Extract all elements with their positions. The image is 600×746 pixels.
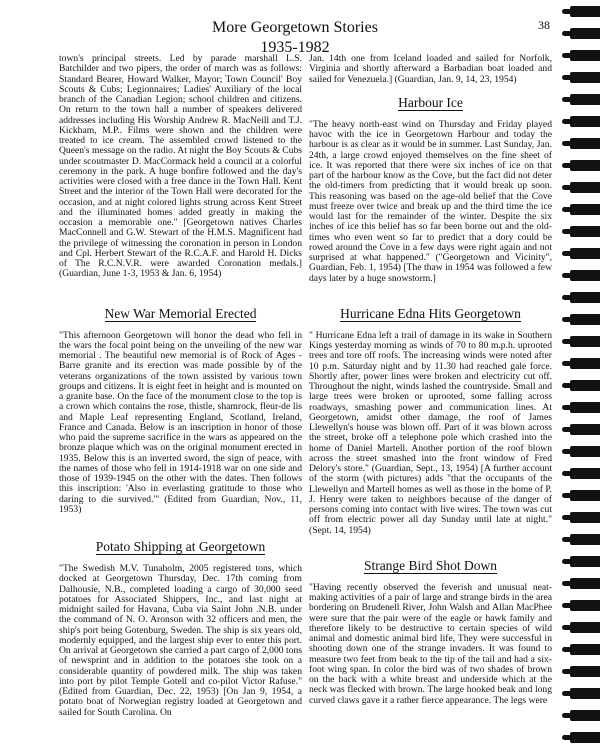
right-column [309, 54, 552, 706]
section-heading [59, 539, 302, 555]
harbour-ice-text: "The heavy north-east wind on Thursday and Friday played havoc with the ice in Georgetown Harbour and today the harbour is as clear as it would be in summer. Last Sunday, Jan. 24th, a large crowd enjoyed themselves on the fine sheet of ice. It was reported that there were six inches of ice on that part of the harbour know as the Cove, but the fact did not deter the old-timers from predicting that it would break up soon. This reasoning was based on the age-old belief that the Cove must freeze over twice and break up and the third time the ice would last for the remainder of the winter. Despite the six inches of ice this belief has so far been borne out and the old-times who even went so far to predict that a dory could be rowed around the Cove in a few days were right again and not surprised at what happened." ("Georgetown and Vicinity", Guardian, Feb. 1, 1954) [The thaw in 1954 was followed a few days later by a huge snowstorm.] [309, 118, 552, 284]
binding-ring [570, 6, 600, 17]
potato-shipping-text: "The Swedish M.V. Tunaholm, 2005 registered tons, which docked at Georgetown Thursday, Dec. 17th coming from Dalhousie, N.B., completed loading a cargo of 30,000 seed potatoes for Associated Shippers, Inc., and last night at midnight sailed for Havana, Cuba via Saint John .N.B. under the command of N. O. Aronson with 32 officers and men, the ship's port being Gotenburg, Sweden. The ship is six years old, modernly equipped, and the largest ship ever to enter this port. On arrival at Georgetown she carried a part cargo of 2,000 tons of newsprint and in addition to the potatoes she took on a considerable quantity of powdered milk. The ship was taken into port by pilot Temple Gotell and co-pilot Victor Rafuse." (Edited from Guardian, Dec. 22, 1953) [On Jan 9, 1954, a potato boat of Norwegian registry loaded at Georgetown and sailed for South Carolina. On [59, 563, 302, 718]
binding-ring [570, 182, 600, 193]
page-number: 38 [538, 18, 550, 32]
binding-ring [570, 688, 600, 699]
binding-ring [570, 248, 600, 259]
binding-ring [570, 292, 600, 303]
binding-ring [570, 578, 600, 589]
binding-ring [570, 468, 600, 479]
binding-ring [570, 116, 600, 127]
binding-ring [570, 622, 600, 633]
binding-ring [570, 336, 600, 347]
section-heading [309, 95, 552, 111]
binding-ring [570, 424, 600, 435]
binding-ring [570, 72, 600, 83]
binding-ring [570, 138, 600, 149]
section-heading [309, 558, 552, 574]
potato-shipping-heading: Potato Shipping at Georgetown [95, 539, 266, 554]
strange-bird-text: "Having recently observed the feverish and unusual neat-making activities of a pair of large and strange birds in the area bordering on Brudenell River, John Walsh and Allan MacPhee were sure that the pair were of the eagle or hawk family and therefore likely to be destructive to certain species of wild animal and domestic animal bird life, They were successful in shooting down one of the strange invaders. It was found to measure two feet from beak to the tip of the tail and had a six-foot wing span. In color the bird was of two shades of brown on the back with a white breast and underside which at the neck was flecked with brown. The large hooked beak and long curved claws gave it a rather fierce appearance. The legs were [309, 581, 552, 706]
binding-ring [570, 270, 600, 281]
header-title: More Georgetown Stories [212, 19, 378, 36]
war-memorial-heading: New War Memorial Erected [104, 305, 257, 321]
header-subtitle: 1935-1982 [260, 39, 330, 56]
binding-ring [570, 666, 600, 677]
binding-ring [570, 600, 600, 611]
binding-ring [570, 314, 600, 325]
section-heading [59, 306, 302, 322]
binding-ring [570, 446, 600, 457]
binding-ring [570, 534, 600, 545]
binding-ring [570, 710, 600, 721]
harbour-ice-heading: Harbour Ice [398, 94, 463, 110]
binding-ring [570, 380, 600, 391]
spiral-binding [564, 0, 600, 746]
binding-ring [570, 28, 600, 39]
left-column [59, 54, 302, 718]
coronation-continuation-text: town's principal streets. Led by parade marshall L.S. Batchilder and two pipers, the order of march was as follows: Standard Bearer, Howard Walker, Mayor; Town Council' Boy Scouts & Cubs; Legionnaires; Ladies' Auxiliary of the local branch of the Canadian Legion; school children and citizens. On return to the town hall a number of speakers delivered addresses including His Worship Andrew R. MacNeill and T.J. Kickham, M.P.. Films were shown and the children were treated to ice cream. The assembled crowd listened to the Queen's message on the radio. At night the Boy Scouts & Cubs under scoutmaster D. MacCormack held a council at a colorful ceremony in the park. A huge bonfire followed and the day's activities were closed with a free dance in the Town Hall. Kent Street and the interior of the Town Hall were decorated for the occasion, and at night colored lights strung across Kent Street and the illuminated homes added greatly in making the occasion a memorable one." [Georgetown natives Charles MacConnell and G.W. Stewart of the H.M.S. Magnificent had the privilege of witnessing the coronation in person in London and Cpl. Herbert Stewart of the R.C.A.F. and Harold H. Dicks of The R.C.N.V.R. were awarded Coronation medals.] (Guardian, June 1-3, 1953 & Jan. 6, 1954) [59, 53, 302, 280]
page-header [60, 18, 530, 58]
binding-ring [570, 556, 600, 567]
war-memorial-text: "This afternoon Georgetown will honor the dead who fell in the wars the focal point being on the unveiling of the new war memorial . The beautiful new memorial is of Rock of Ages - Barre granite and its erection was made possible by of the veterans organizations of the town assisted by various town groups and citizens. It is eight feet in height and is mounted on a granite base. On the face of the monument close to the top is a crown which contains the rose, thistle, shamrock, fleur-de lis and Maple Leaf representing England, Scotland, Ireland, France and Canada. Below is an inscription in honor of those who paid the supreme sacrifice in the wars as appeared on the bronze plaque which was on the original monument erected in 1935. Below this is an inverted sword, the sign of peace, with the names of those who fell in 1914-1918 war on one side and those of 1939-1945 on the other with the dates. Then follows this inscription: 'Also in everlasting gratitude to those who daring to die survived.'" (Edited from Guardian, Nov., 11, 1953) [59, 329, 302, 515]
binding-ring [570, 644, 600, 655]
strange-bird-heading: Strange Bird Shot Down [363, 557, 498, 573]
potato-continuation-text: Jan. 14th one from Iceland loaded and sailed for Norfolk, Virginia and shortly afterward a Barbadian boat loaded and sailed for Venezuela.] (Guardian, Jan. 9, 14, 23, 1954) [309, 53, 552, 85]
binding-ring [570, 50, 600, 61]
binding-ring [570, 160, 600, 171]
binding-ring [570, 226, 600, 237]
binding-ring [570, 94, 600, 105]
binding-ring [570, 204, 600, 215]
binding-ring [570, 512, 600, 523]
binding-ring [570, 490, 600, 501]
binding-ring [570, 402, 600, 413]
hurricane-edna-text: " Hurricane Edna left a trail of damage in its wake in Southern Kings yesterday morning as winds of 70 to 80 m.p.h. uprooted trees and tore off roofs. The increasing winds were noted after 10 p.m. Saturday night and by 11.30 had reached gale force. Shortly after, power lines were broken and electricity cut off. Throughout the night, winds lashed the countryside. Small and large trees were broken or uprooted, some falling across roadways, smashing power and communication lines. At Georgetown, amidst other damage, the roof of James Llewellyn's house was blown off. Part of it was blown across the street, broke off a telephone pole which crashed into the home of Daniel Martell. Another portion of the roof blown across the street smashed into the front window of Fred Delory's store." (Guardian, Sept., 13, 1954) [A further account of the storm (with pictures) adds "that the occupants of the Llewellyn and Martell homes as well as those in the home of P. J. Henry were taken to neighbors because of the danger of persons coming into contact with live wires. The town was cut off from electric power all day Sunday until late at night." (Sept. 14, 1954) [309, 329, 552, 536]
binding-ring [570, 358, 600, 369]
hurricane-edna-heading: Hurricane Edna Hits Georgetown [340, 305, 521, 321]
section-heading [309, 306, 552, 322]
binding-ring [570, 732, 600, 743]
